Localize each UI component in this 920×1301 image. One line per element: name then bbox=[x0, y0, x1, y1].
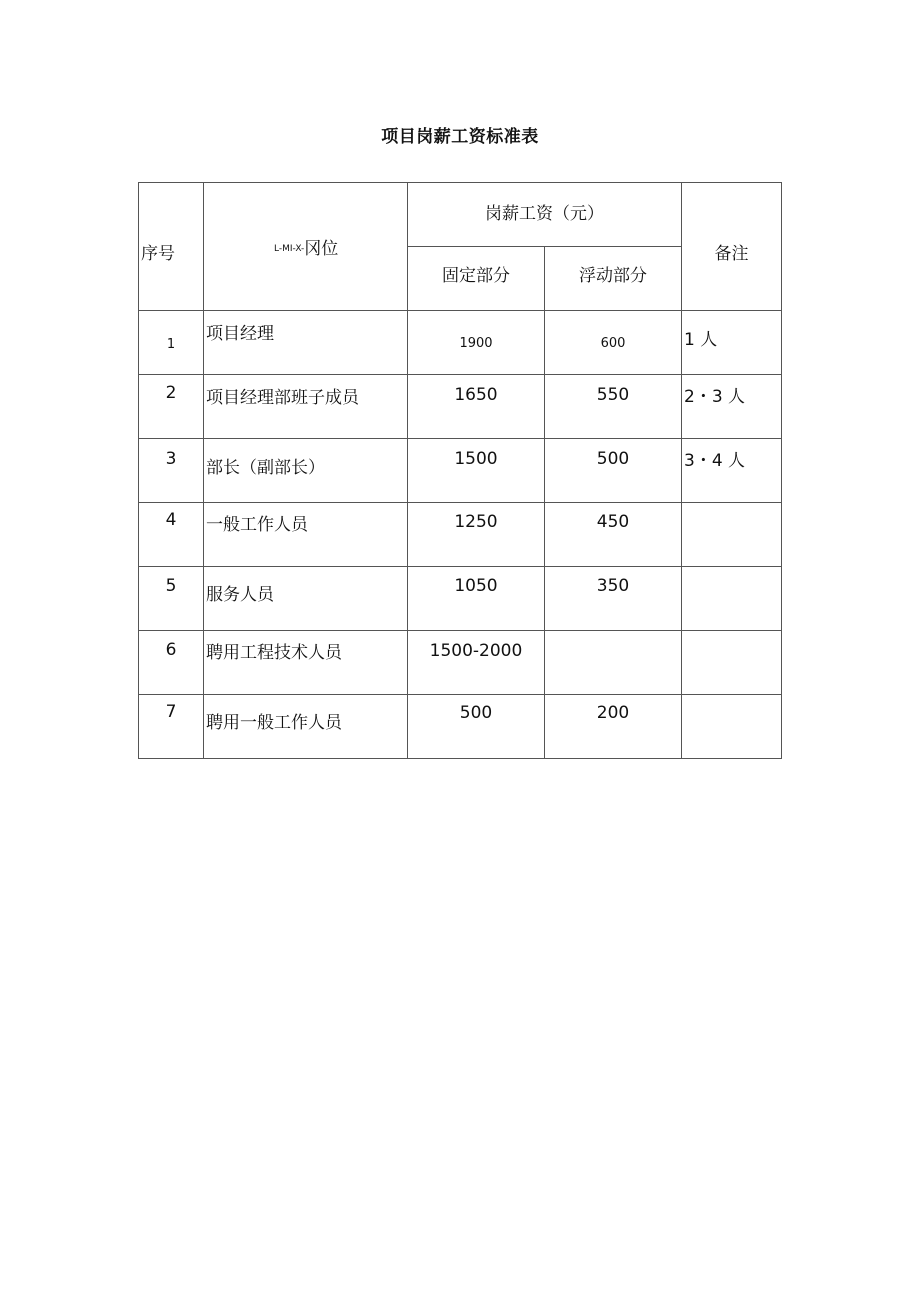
cell-position: 聘用工程技术人员 bbox=[204, 631, 408, 695]
table-row bbox=[139, 503, 782, 567]
table-row bbox=[139, 631, 782, 695]
cell-floating: 500 bbox=[545, 439, 682, 503]
cell-position: 项目经理部班子成员 bbox=[204, 375, 408, 439]
header-position-prefix: L-MI-X- bbox=[274, 244, 305, 254]
header-remark bbox=[682, 183, 782, 311]
header-row-top bbox=[139, 183, 782, 247]
cell-no: 4 bbox=[139, 503, 204, 567]
cell-floating: 600 bbox=[545, 311, 682, 375]
header-fixed bbox=[408, 247, 545, 311]
header-floating bbox=[545, 247, 682, 311]
cell-floating: 350 bbox=[545, 567, 682, 631]
header-salary-group-label: 岗薪工资（元） bbox=[485, 204, 604, 224]
cell-no: 1 bbox=[139, 311, 204, 375]
header-remark-label: 备注 bbox=[714, 244, 749, 264]
cell-remark: 1 人 bbox=[682, 311, 782, 375]
header-position-label bbox=[274, 234, 407, 259]
cell-position: 一般工作人员 bbox=[204, 503, 408, 567]
header-seq bbox=[139, 183, 204, 311]
cell-remark bbox=[682, 695, 782, 759]
cell-floating bbox=[545, 631, 682, 695]
header-floating-label: 浮动部分 bbox=[579, 266, 647, 286]
header-position-text: 冈位 bbox=[304, 239, 339, 259]
table-row bbox=[139, 567, 782, 631]
cell-position: 项目经理 bbox=[204, 311, 408, 375]
cell-floating: 200 bbox=[545, 695, 682, 759]
cell-fixed: 1050 bbox=[408, 567, 545, 631]
cell-remark bbox=[682, 631, 782, 695]
cell-fixed: 1500 bbox=[408, 439, 545, 503]
cell-no: 6 bbox=[139, 631, 204, 695]
header-salary-group bbox=[408, 183, 682, 247]
cell-remark: 3・4 人 bbox=[682, 439, 782, 503]
table-row bbox=[139, 695, 782, 759]
cell-position: 部长（副部长） bbox=[204, 439, 408, 503]
cell-fixed: 1650 bbox=[408, 375, 545, 439]
cell-remark: 2・3 人 bbox=[682, 375, 782, 439]
header-seq-label: 序号 bbox=[141, 244, 175, 264]
cell-position: 聘用一般工作人员 bbox=[204, 695, 408, 759]
cell-remark bbox=[682, 567, 782, 631]
salary-table bbox=[138, 182, 782, 759]
cell-position: 服务人员 bbox=[204, 567, 408, 631]
cell-floating: 450 bbox=[545, 503, 682, 567]
header-fixed-label: 固定部分 bbox=[442, 266, 510, 286]
cell-remark bbox=[682, 503, 782, 567]
cell-fixed: 1500-2000 bbox=[408, 631, 545, 695]
table-row bbox=[139, 375, 782, 439]
table-row bbox=[139, 311, 782, 375]
cell-no: 7 bbox=[139, 695, 204, 759]
cell-fixed: 500 bbox=[408, 695, 545, 759]
cell-no: 5 bbox=[139, 567, 204, 631]
cell-fixed: 1250 bbox=[408, 503, 545, 567]
cell-no: 3 bbox=[139, 439, 204, 503]
table-row bbox=[139, 439, 782, 503]
cell-floating: 550 bbox=[545, 375, 682, 439]
cell-fixed: 1900 bbox=[408, 311, 545, 375]
cell-no: 2 bbox=[139, 375, 204, 439]
page-title: 项目岗薪工资标准表 bbox=[381, 127, 539, 147]
header-position bbox=[204, 183, 408, 311]
